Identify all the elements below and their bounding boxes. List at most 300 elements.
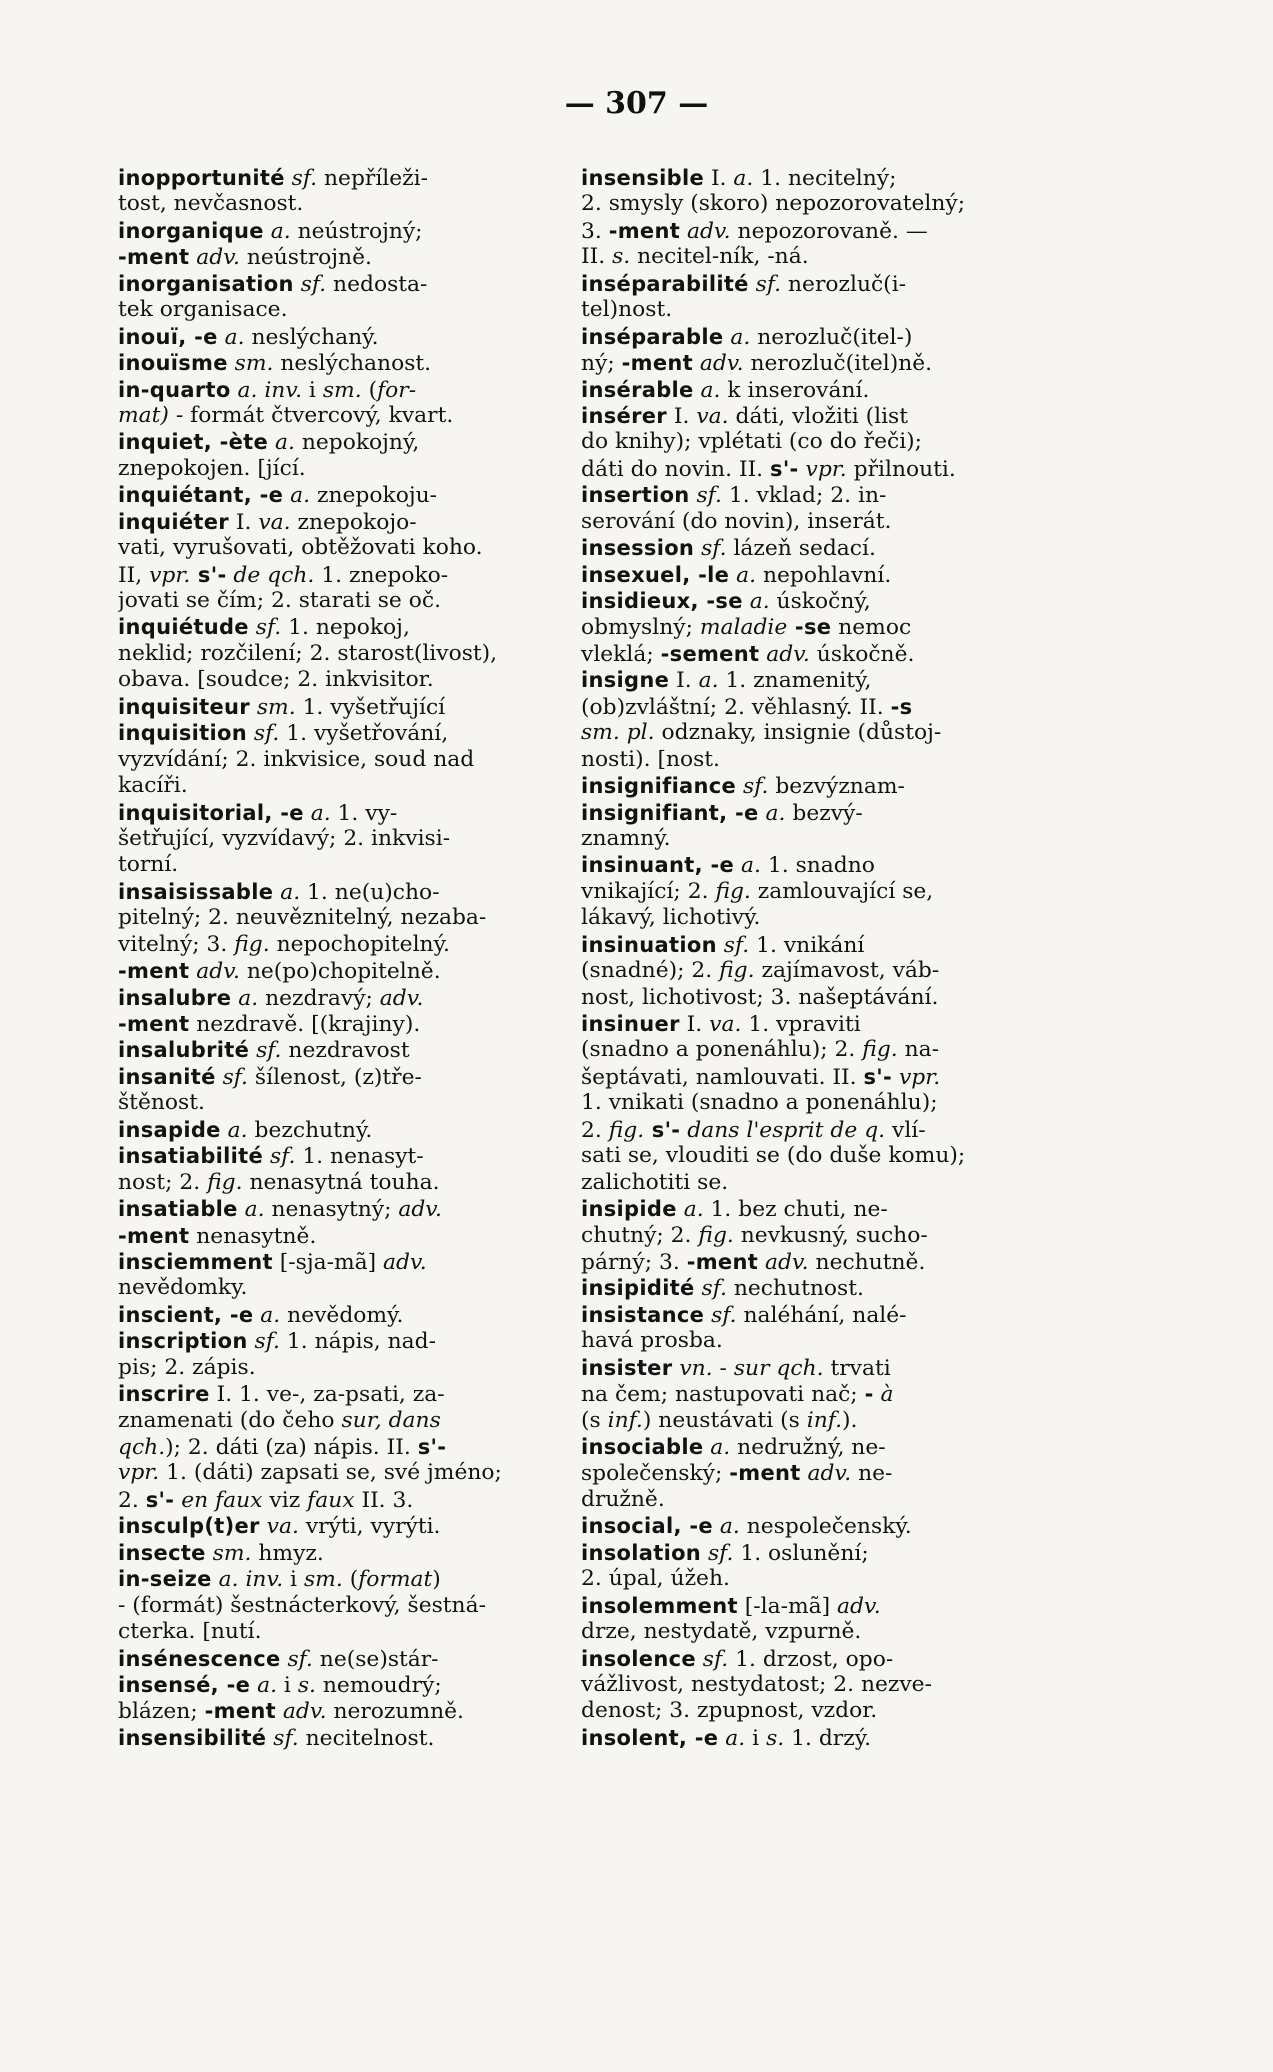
definition-text: 3. — [581, 218, 609, 244]
grammar-label: sf. — [215, 1064, 248, 1090]
definition-text: I. — [704, 166, 734, 191]
definition-text: nepohlavní. — [756, 562, 892, 588]
entry-line — [118, 271, 568, 297]
entry-line — [581, 1593, 1031, 1619]
definition-text: I. — [669, 668, 699, 694]
definition-text: 1. ne(u)cho- — [300, 879, 440, 905]
entry-line — [581, 509, 1031, 535]
definition-text: neslýchaný. — [244, 324, 379, 350]
entry-line — [581, 482, 1031, 508]
definition-text: naléhání, nalé- — [736, 1302, 907, 1328]
headword: insalubre — [118, 985, 232, 1010]
headword: inquiétant, -e — [118, 483, 284, 508]
entry-line — [581, 1011, 1031, 1037]
definition-text: znepokojo- — [290, 509, 417, 535]
grammar-label: qch. — [118, 1435, 166, 1460]
entry-line — [118, 800, 568, 826]
grammar-label: va. — [696, 403, 729, 429]
definition-text: nezdravě. [(krajiny). — [189, 1012, 421, 1037]
definition-text: nost; 2. — [118, 1169, 208, 1195]
entry-line — [581, 1275, 1031, 1301]
headword: -ment — [204, 1699, 276, 1724]
grammar-label: adv. — [379, 985, 424, 1011]
headword: in-seize — [118, 1567, 212, 1592]
entry-line — [581, 1223, 1031, 1249]
definition-text: I. — [679, 1012, 710, 1037]
headword: s'- — [190, 562, 227, 587]
grammar-label: sf. — [284, 166, 318, 191]
grammar-label: vn. — [672, 1355, 713, 1381]
entry-line — [118, 429, 568, 455]
entry-line — [581, 1355, 1031, 1381]
grammar-label: a. — [231, 985, 259, 1011]
grammar-label: a. — [263, 218, 291, 244]
headword: inquisition — [118, 721, 247, 746]
definition-text: 1. bez chuti, ne- — [703, 1197, 888, 1223]
grammar-label: fig. — [715, 878, 751, 904]
grammar-label: for- — [377, 377, 417, 403]
entry-line — [581, 1487, 1031, 1513]
definition-text: vitelný; 3. — [118, 931, 235, 957]
headword: insinuation — [581, 932, 717, 957]
entry-line — [118, 905, 568, 931]
definition-text: zalichotiti se. — [581, 1169, 729, 1195]
entry-line — [581, 826, 1031, 852]
definition-text: 1. drzý. — [784, 1725, 872, 1751]
entry-line — [118, 1593, 568, 1619]
definition-text: lázeň sedací. — [726, 536, 876, 562]
grammar-label: adv. — [800, 1461, 852, 1487]
headword: in-quarto — [118, 377, 231, 402]
entry-line — [581, 403, 1031, 429]
grammar-label: a. — [237, 1197, 265, 1223]
grammar-label: fig. — [207, 1169, 243, 1195]
headword: insistance — [581, 1302, 705, 1327]
headword: s'- — [644, 1117, 681, 1142]
definition-text: obmyslný; — [581, 615, 700, 641]
entry-line — [118, 1619, 568, 1645]
page-number: — 307 — — [564, 86, 709, 121]
entry-line — [581, 667, 1031, 693]
entry-line — [118, 720, 568, 746]
grammar-label: va. — [259, 1514, 299, 1540]
headword: -ment — [608, 218, 681, 243]
definition-text: nenasytně. — [189, 1223, 317, 1249]
grammar-label: a. — [758, 800, 786, 826]
grammar-label: sm. — [303, 1567, 343, 1593]
headword: -se — [787, 615, 832, 640]
definition-text: nechutně. — [808, 1249, 926, 1275]
entry-line — [118, 1037, 568, 1063]
headword: inquiéter — [118, 509, 229, 534]
definition-text: lákavý, lichotivý. — [581, 905, 761, 931]
grammar-label: va. — [709, 1012, 742, 1037]
definition-text: vnikající; 2. — [581, 878, 716, 904]
entry-line — [581, 1434, 1031, 1460]
grammar-label: a. — [698, 668, 719, 694]
definition-text: 1. nápis, nad- — [279, 1329, 436, 1355]
entry-line — [581, 1064, 1031, 1090]
grammar-label: sur qch. — [733, 1355, 824, 1381]
definition-text: ). — [842, 1407, 858, 1433]
grammar-label: s. — [297, 1672, 316, 1698]
definition-text: - — [712, 1355, 734, 1381]
definition-text: nevědomky. — [118, 1275, 248, 1301]
grammar-label: adv. — [680, 218, 731, 244]
definition-text: 1. vnikati (snadno a ponenáhlu); — [581, 1090, 938, 1116]
headword: insigne — [581, 668, 670, 693]
grammar-label: sf. — [248, 615, 282, 641]
definition-text: znamenati (do čeho — [118, 1407, 342, 1433]
entry-line — [581, 297, 1031, 323]
definition-text: šeptávati, namlouvati. II. — [581, 1064, 864, 1090]
grammar-label: a. — [734, 853, 761, 879]
grammar-label: en faux — [174, 1487, 263, 1513]
entry-line — [118, 694, 568, 720]
headword: -ment — [118, 1012, 190, 1036]
grammar-label: dans l'esprit de q. — [680, 1117, 886, 1143]
definition-text: vlí- — [885, 1117, 926, 1143]
grammar-label: adv. — [398, 1197, 442, 1223]
entry-line — [118, 958, 568, 984]
definition-text: 2. smysly (skoro) nepozorovatelný; — [581, 191, 966, 217]
definition-text: šílenost, (z)tře- — [248, 1064, 422, 1090]
entry-line — [118, 1196, 568, 1222]
headword: -ment — [118, 245, 190, 270]
definition-text: nepozorovaně. — — [730, 218, 928, 244]
entry-line — [118, 641, 568, 667]
grammar-label: vpr. — [149, 562, 191, 588]
definition-text: I. 1. ve-, za-psati, za- — [209, 1382, 445, 1408]
grammar-label: s. — [612, 244, 631, 270]
grammar-label: adv. — [759, 641, 810, 667]
definition-text: štěnost. — [118, 1090, 205, 1116]
definition-text: nechutnost. — [726, 1276, 864, 1302]
headword: insculp(t)er — [118, 1514, 260, 1539]
entry-line — [118, 1646, 568, 1672]
headword: insignifiant, -e — [581, 800, 759, 825]
definition-text: [-sja-mã] — [272, 1249, 384, 1275]
entry-line — [118, 1434, 568, 1460]
grammar-label: a. — [723, 324, 751, 350]
grammar-label: de qch. — [226, 562, 315, 588]
grammar-label: a. — [693, 377, 721, 403]
grammar-label: sf. — [704, 1302, 737, 1328]
headword: insolence — [581, 1646, 696, 1671]
definition-text: - (formát) šestnácterkový, šestná- — [118, 1592, 486, 1618]
definition-text: ne- — [851, 1461, 893, 1487]
definition-text: neústrojně. — [239, 245, 372, 271]
headword: inséparable — [581, 324, 724, 349]
headword: insocial, -e — [581, 1514, 713, 1539]
definition-text: zajímavost, váb- — [754, 958, 940, 984]
grammar-label: sf. — [249, 1038, 282, 1064]
definition-text: [-la-mã] — [737, 1593, 838, 1619]
definition-text: 1. nenasyt- — [295, 1144, 424, 1170]
entry-line — [581, 1540, 1031, 1566]
entry-line — [581, 429, 1031, 455]
grammar-label: adv. — [758, 1249, 809, 1275]
definition-text: do knihy); vplétati (co do řeči); — [581, 429, 923, 455]
entry-line — [581, 218, 1031, 244]
definition-text: nevkusný, sucho- — [733, 1222, 928, 1248]
entry-line — [118, 1698, 568, 1724]
headword: insciemment — [118, 1249, 273, 1274]
definition-text: nepříleži- — [317, 166, 428, 191]
entry-line — [118, 1566, 568, 1592]
entry-line — [118, 1090, 568, 1116]
headword: insatiabilité — [118, 1144, 264, 1169]
definition-text: 1. vpraviti — [741, 1012, 861, 1037]
headword: inscription — [118, 1329, 248, 1354]
entry-line — [118, 1170, 568, 1196]
definition-text: i — [745, 1725, 767, 1751]
entry-line — [581, 1725, 1031, 1751]
entry-line — [118, 350, 568, 376]
entry-line — [118, 1275, 568, 1301]
entry-line — [581, 1117, 1031, 1143]
headword: insexuel, -le — [581, 562, 730, 587]
grammar-label: à — [873, 1382, 894, 1408]
grammar-label: sm. — [205, 1540, 252, 1566]
entry-line — [581, 747, 1031, 773]
headword: insensé, -e — [118, 1672, 251, 1697]
definition-text: párný; 3. — [581, 1249, 687, 1275]
definition-text: obava. [soudce; 2. inkvisitor. — [118, 667, 434, 693]
entry-line — [581, 1513, 1031, 1539]
entry-line — [581, 1170, 1031, 1196]
entry-line — [118, 1725, 568, 1751]
definition-text: neústrojný; — [290, 218, 423, 244]
definition-text: (snadné); 2. — [581, 958, 720, 984]
definition-text: i — [277, 1672, 298, 1698]
headword: insensible — [581, 166, 705, 190]
definition-text: I. — [228, 509, 259, 535]
entry-line — [118, 852, 568, 878]
definition-text: tek organisace. — [118, 297, 288, 323]
grammar-label: s. — [766, 1725, 785, 1751]
definition-text: i — [302, 377, 323, 403]
definition-text: nerozluč(i- — [781, 271, 907, 297]
grammar-label: adv. — [189, 959, 240, 985]
right-column — [581, 165, 1031, 1751]
definition-text: - formát čtvercový, kvart. — [168, 402, 454, 428]
definition-text: nedružný, ne- — [730, 1435, 886, 1460]
grammar-label: vpr. — [892, 1064, 941, 1090]
definition-text: denost; 3. zpupnost, vzdor. — [581, 1698, 878, 1724]
definition-text: ný; — [581, 351, 622, 377]
grammar-label: maladie — [699, 615, 788, 641]
definition-text: pis; 2. zápis. — [118, 1354, 256, 1380]
headword: insapide — [118, 1117, 221, 1142]
headword: s'- — [417, 1435, 447, 1459]
grammar-label: inf. — [806, 1407, 843, 1433]
definition-text: 1. vnikání — [749, 932, 865, 958]
grammar-label: sur, dans — [341, 1407, 441, 1433]
grammar-label: adv. — [837, 1593, 881, 1619]
entry-line — [581, 614, 1031, 640]
entry-line — [581, 1037, 1031, 1063]
definition-text: (snadno a ponenáhlu); 2. — [581, 1037, 863, 1063]
definition-text: vleklá; — [581, 641, 661, 667]
definition-text: necitel-ník, -ná. — [630, 244, 809, 270]
entry-line — [581, 800, 1031, 826]
definition-text: zamlouvající se, — [750, 878, 934, 904]
headword: insipidité — [581, 1276, 695, 1301]
entry-line — [118, 667, 568, 693]
headword: insinuer — [581, 1012, 680, 1036]
definition-text: 1. oslunění; — [733, 1540, 869, 1566]
headword: inquisiteur — [118, 694, 250, 719]
definition-text: II. — [581, 244, 613, 270]
definition-text: ne(se)stár- — [312, 1646, 439, 1672]
headword: -ment — [729, 1461, 801, 1486]
grammar-label: sf. — [247, 1329, 280, 1355]
definition-text: na čem; nastupovati nač; — [581, 1382, 865, 1408]
grammar-label: a. inv. — [230, 377, 302, 403]
definition-text: nemoc — [831, 615, 912, 641]
grammar-label: sf. — [263, 1144, 296, 1170]
grammar-label: a. — [703, 1435, 731, 1460]
grammar-label: fig. — [719, 958, 755, 984]
grammar-label: a. — [253, 1302, 281, 1328]
entry-line — [118, 1487, 568, 1513]
headword: s'- — [863, 1064, 893, 1089]
entry-line — [118, 1011, 568, 1037]
definition-text: ); 2. dáti (za) nápis. II. — [165, 1435, 418, 1460]
grammar-label: fig. — [608, 1117, 645, 1143]
definition-text: 1. vyšetřování, — [279, 721, 449, 747]
headword: insession — [581, 536, 695, 561]
definition-text: II, — [118, 562, 150, 588]
headword: insolation — [581, 1540, 702, 1565]
definition-text: pitelný; 2. neuvěznitelný, nezaba- — [118, 905, 487, 931]
entry-line — [118, 1513, 568, 1539]
headword: inquiétude — [118, 615, 249, 640]
grammar-label: a. — [268, 430, 295, 456]
definition-text: nost, lichotivost; 3. našeptávání. — [581, 984, 939, 1010]
definition-text: ne(po)chopitelně. — [239, 959, 441, 985]
grammar-label: sf. — [694, 1276, 727, 1302]
definition-text: vati, vyrušovati, obtěžovati koho. — [118, 535, 483, 561]
entry-line — [118, 244, 568, 270]
grammar-label: a. — [729, 562, 757, 588]
entry-line — [118, 377, 568, 403]
headword: - — [864, 1382, 874, 1407]
headword: insociable — [581, 1435, 704, 1459]
entry-line — [118, 747, 568, 773]
entry-line — [581, 773, 1031, 799]
entry-line — [118, 403, 568, 429]
headword: insatiable — [118, 1197, 238, 1222]
headword: -ment — [686, 1249, 759, 1274]
grammar-label: sm. — [322, 377, 362, 403]
entry-line — [118, 614, 568, 640]
headword: inquiet, -ète — [118, 430, 269, 455]
entry-line — [581, 271, 1031, 297]
grammar-label: adv. — [189, 245, 240, 271]
grammar-label: sf. — [695, 1646, 729, 1672]
entry-line — [118, 1302, 568, 1328]
headword: insalubrité — [118, 1038, 250, 1063]
entry-line — [581, 694, 1031, 720]
definition-text: nenasytný; — [264, 1197, 399, 1223]
grammar-label: a. — [712, 1514, 740, 1540]
entry-line — [118, 1381, 568, 1407]
grammar-label: a. — [718, 1725, 746, 1751]
grammar-label: format — [358, 1567, 433, 1593]
entry-line — [581, 324, 1031, 350]
definition-text: nemoudrý; — [315, 1672, 442, 1698]
grammar-label: a. — [250, 1672, 277, 1698]
definition-text: nevědomý. — [280, 1302, 404, 1328]
definition-text: nezdravost — [281, 1038, 410, 1064]
definition-text: blázen; — [118, 1699, 205, 1725]
definition-text: hmyz. — [251, 1540, 324, 1566]
grammar-label: a. — [733, 166, 754, 191]
definition-text: havá prosba. — [581, 1328, 723, 1354]
headword: insérable — [581, 377, 694, 402]
definition-text: společenský; — [581, 1461, 730, 1487]
definition-text: 2. — [118, 1487, 146, 1513]
definition-text: serování (do novin), inserát. — [581, 508, 892, 534]
entry-line — [581, 1381, 1031, 1407]
headword: inorganique — [118, 218, 264, 243]
entry-line — [581, 350, 1031, 376]
definition-text: nespolečenský. — [739, 1514, 912, 1540]
entry-line — [118, 535, 568, 561]
definition-text: ) — [432, 1567, 441, 1593]
headword: inopportunité — [118, 166, 285, 190]
entry-line — [118, 1408, 568, 1434]
definition-text: cterka. [nutí. — [118, 1619, 262, 1645]
definition-text: nerozluč(itel)ně. — [743, 351, 933, 377]
grammar-label: mat) — [118, 402, 169, 428]
entry-line — [581, 1302, 1031, 1328]
entry-line — [118, 826, 568, 852]
entry-line — [581, 1328, 1031, 1354]
headword: inouïsme — [118, 351, 228, 376]
grammar-label: faux — [307, 1487, 355, 1513]
headword: inquisitorial, -e — [118, 800, 304, 825]
entry-line — [581, 1566, 1031, 1592]
definition-text: k inserování. — [720, 377, 870, 403]
headword: s'- — [145, 1487, 175, 1512]
entry-line — [581, 1646, 1031, 1672]
definition-text: vážlivost, nestydatost; 2. nezve- — [581, 1671, 932, 1697]
grammar-label: a. — [742, 589, 770, 614]
definition-text: znepokojen. [jící. — [118, 455, 306, 481]
entry-line — [581, 1196, 1031, 1222]
headword: insanité — [118, 1064, 216, 1089]
entry-line — [118, 1672, 568, 1698]
definition-text: II. 3. — [354, 1487, 414, 1513]
definition-text: úskočně. — [809, 641, 915, 667]
definition-text: 1. necitelný; — [753, 166, 897, 191]
entry-line — [118, 1223, 568, 1249]
grammar-label: sf. — [701, 1540, 734, 1566]
grammar-label: adv. — [275, 1699, 327, 1725]
definition-text: chutný; 2. — [581, 1222, 699, 1248]
entry-line — [118, 985, 568, 1011]
definition-text: nosti). [nost. — [581, 746, 720, 772]
grammar-label: sf. — [689, 483, 722, 509]
headword: insertion — [581, 483, 690, 508]
headword: insérer — [581, 403, 667, 428]
entry-line — [581, 456, 1031, 482]
headword: -ment — [621, 351, 693, 376]
definition-text: 1. vyšetřující — [295, 694, 446, 720]
